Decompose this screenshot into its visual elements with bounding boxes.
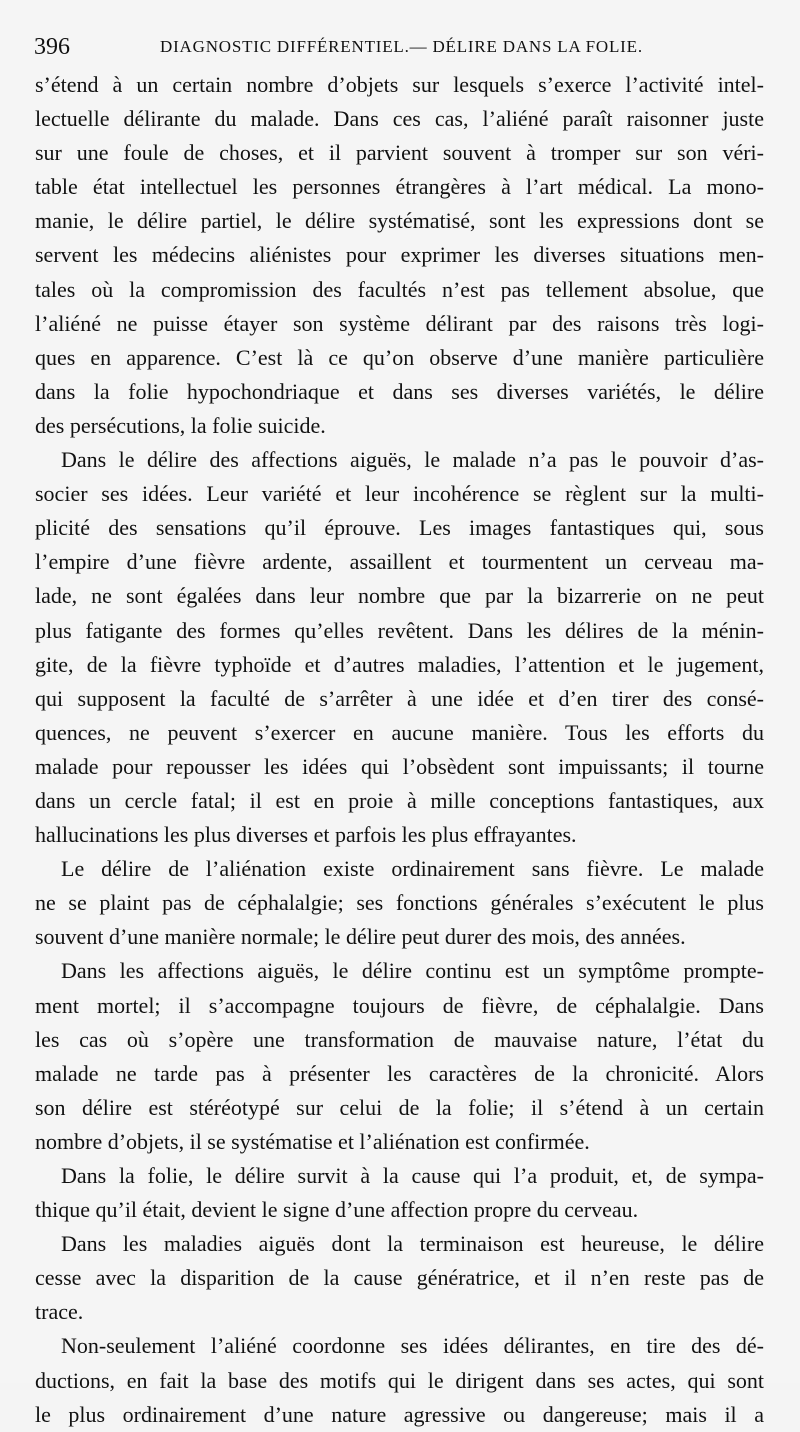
text-line: souvent d’une manière normale; le délire peut durer des mois, des années.: [35, 924, 686, 950]
text-line: Le délire de l’aliénation existe ordinairement sans fièvre. Le malade: [61, 856, 764, 882]
text-line: quences, ne peuvent s’exercer en aucune manière. Tous les efforts du: [35, 719, 764, 745]
text-line: malade ne tarde pas à présenter les caractères de la chronicité. Alors: [35, 1060, 764, 1086]
text-line: qui supposent la faculté de s’arrêter à une idée et d’en tirer des consé-: [35, 685, 764, 711]
text-line: cesse avec la disparition de la cause génératrice, et il n’en reste pas de: [35, 1265, 764, 1291]
text-line: l’aliéné ne puisse étayer son système délirant par des raisons très logi-: [35, 310, 764, 336]
text-line: servent les médecins aliénistes pour exprimer les diverses situations men-: [35, 242, 764, 268]
text-line: tales où la compromission des facultés n’est pas tellement absolue, que: [35, 276, 764, 302]
text-line: Dans les maladies aiguës dont la terminaison est heureuse, le délire: [61, 1231, 764, 1257]
text-line: sur une foule de choses, et il parvient souvent à tromper sur son véri-: [35, 140, 764, 166]
text-line: plicité des sensations qu’il éprouve. Les images fantastiques qui, sous: [35, 515, 764, 541]
text-line: lectuelle délirante du malade. Dans ces cas, l’aliéné paraît raisonner juste: [35, 106, 764, 132]
text-line: Dans la folie, le délire survit à la cause qui l’a produit, et, de sympa-: [61, 1163, 764, 1188]
text-line: trace.: [35, 1299, 84, 1325]
text-line: hallucinations les plus diverses et parfois les plus effrayantes.: [35, 822, 577, 848]
text-line: ques en apparence. C’est là ce qu’on observe d’une manière particulière: [35, 344, 764, 370]
text-line: lade, ne sont égalées dans leur nombre que par la bizarrerie on ne peut: [35, 583, 764, 609]
text-line: Dans les affections aiguës, le délire continu est un symptôme prompte-: [61, 958, 764, 984]
text-line: l’empire d’une fièvre ardente, assaillent et tourmentent un cerveau ma-: [35, 549, 764, 575]
text-line: ment mortel; il s’accompagne toujours de fièvre, de céphalalgie. Dans: [35, 992, 764, 1018]
text-line: thique qu’il était, devient le signe d’une affection propre du cerveau.: [35, 1197, 639, 1223]
text-line: ductions, en fait la base des motifs qui le dirigent dans ses actes, qui sont: [35, 1367, 764, 1393]
text-line: le plus ordinairement d’une nature agressive ou dangereuse; mais il a: [35, 1401, 764, 1427]
text-line: s’étend à un certain nombre d’objets sur lesquels s’exerce l’activité intel-: [35, 72, 764, 97]
text-line: ne se plaint pas de céphalalgie; ses fonctions générales s’exécutent le plus: [35, 890, 764, 916]
text-line: nombre d’objets, il se systématise et l’aliénation est confirmée.: [35, 1128, 590, 1154]
running-head: DIAGNOSTIC DIFFÉRENTIEL.— DÉLIRE DANS LA FOLIE.: [160, 37, 643, 56]
text-line: Dans le délire des affections aiguës, le malade n’a pas le pouvoir d’as-: [61, 447, 764, 473]
text-line: socier ses idées. Leur variété et leur incohérence se règlent sur la multi-: [35, 481, 764, 507]
text-line: les cas où s’opère une transformation de mauvaise nature, l’état du: [35, 1026, 764, 1052]
text-line: manie, le délire partiel, le délire systématisé, sont les expressions dont se: [35, 208, 764, 234]
text-line: gite, de la fièvre typhoïde et d’autres maladies, l’attention et le jugement,: [35, 651, 764, 677]
text-line: Non-seulement l’aliéné coordonne ses idées délirantes, en tire des dé-: [61, 1333, 764, 1359]
text-line: dans un cercle fatal; il est en proie à mille conceptions fantastiques, aux: [35, 787, 764, 813]
text-line: plus fatigante des formes qu’elles revêtent. Dans les délires de la ménin-: [35, 617, 764, 643]
text-line: malade pour repousser les idées qui l’obsèdent sont impuissants; il tourne: [35, 753, 764, 779]
text-line: table état intellectuel les personnes étrangères à l’art médical. La mono-: [35, 174, 764, 200]
text-line: des persécutions, la folie suicide.: [35, 412, 326, 438]
page-number: 396: [34, 34, 70, 60]
text-line: dans la folie hypochondriaque et dans ses diverses variétés, le délire: [35, 378, 764, 404]
body-text: [35, 68, 764, 1432]
text-line: son délire est stéréotypé sur celui de la folie; il s’étend à un certain: [35, 1094, 764, 1120]
page-header: [34, 30, 764, 64]
